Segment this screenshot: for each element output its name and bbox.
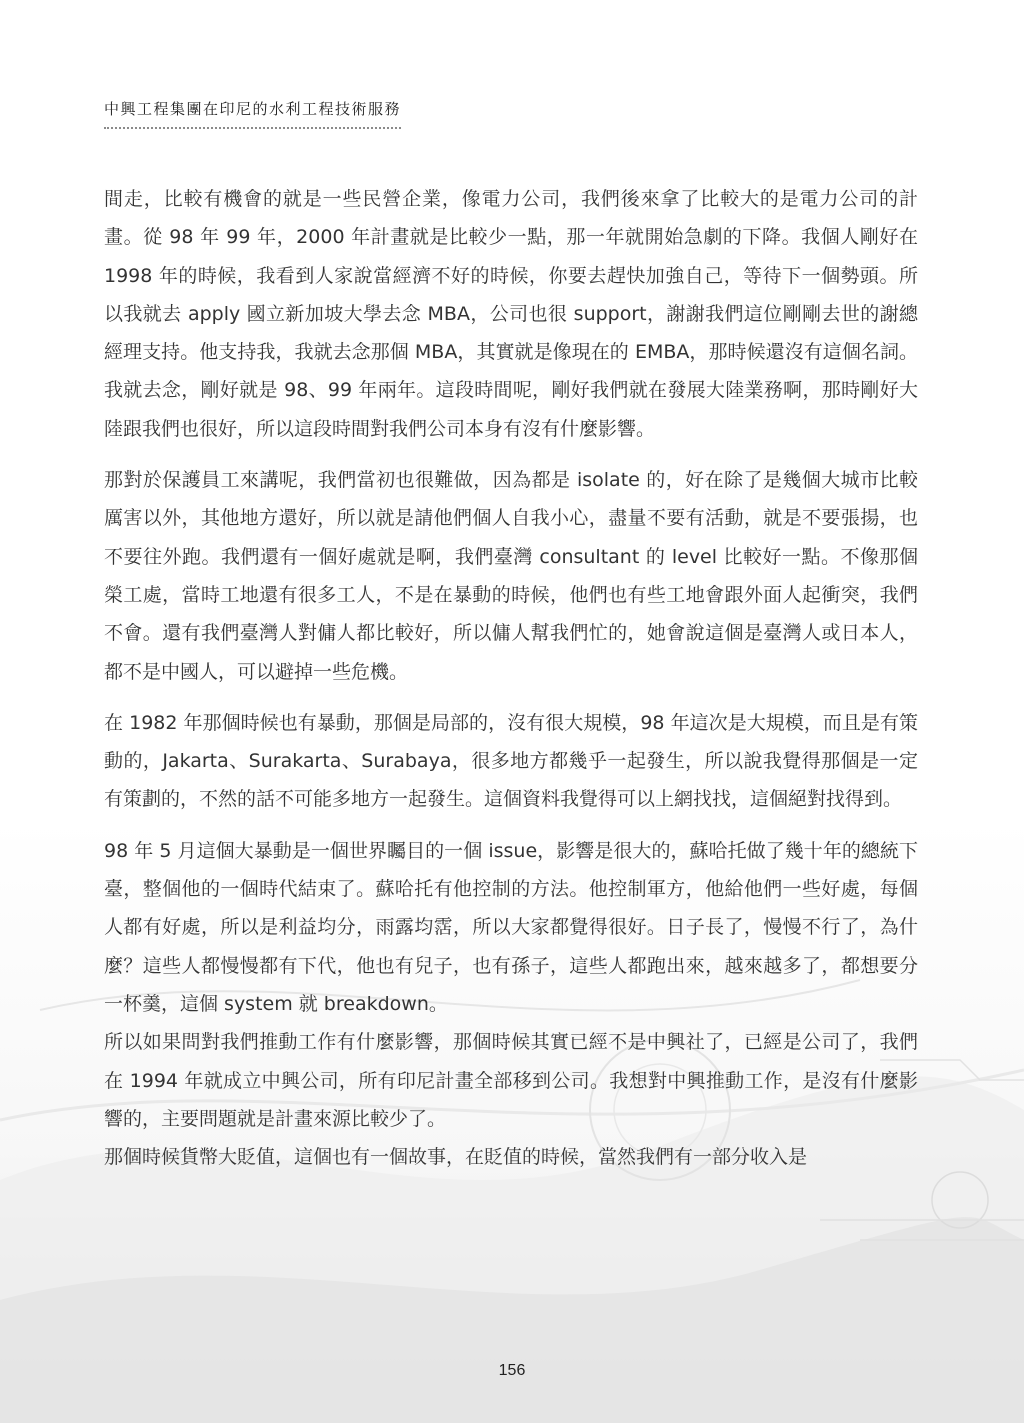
paragraph: 在 1982 年那個時候也有暴動，那個是局部的，沒有很大規模，98 年這次是大規模，而且是有策動的，Jakarta、Surakarta、Surabaya，很多地方都幾乎一起發生，所以說我覺得那個是一定有策劃的，不然的話不可能多地方一起發生。這個資料我覺得可以上網找找，這個絕對找得到。: [104, 711, 918, 811]
paragraph: 所以如果問對我們推動工作有什麼影響，那個時候其實已經不是中興社了，已經是公司了，我們在 1994 年就成立中興公司，所有印尼計畫全部移到公司。我想對中興推動工作，是沒有什麼影響的，主要問題就是計畫來源比較少了。: [104, 1031, 918, 1130]
body-text: [104, 180, 918, 1176]
header-title: 中興工程集團在印尼的水利工程技術服務: [104, 98, 401, 129]
paragraph: 那個時候貨幣大貶值，這個也有一個故事，在貶值的時候，當然我們有一部分收入是: [104, 1146, 808, 1169]
paragraph: 98 年 5 月這個大暴動是一個世界矚目的一個 issue，影響是很大的，蘇哈托做了幾十年的總統下臺，整個他的一個時代結束了。蘇哈托有他控制的方法。他控制軍方，他給他們一些好處，每個人都有好處，所以是利益均分，雨露均霑，所以大家都覺得很好。日子長了，慢慢不行了，為什麼？這些人都慢慢都有下代，他也有兒子，也有孫子，這些人都跑出來，越來越多了，都想要分一杯羹，這個 system 就 breakdown。: [104, 839, 918, 1015]
paragraph: 那對於保護員工來講呢，我們當初也很難做，因為都是 isolate 的，好在除了是幾個大城市比較厲害以外，其他地方還好，所以就是請他們個人自我小心，盡量不要有活動，就是不要張揚，也不要往外跑。我們還有一個好處就是啊，我們臺灣 consultant 的 level 比較好一點。不像那個榮工處，當時工地還有很多工人，不是在暴動的時候，他們也有些工地會跟外面人起衝突，我們不會。還有我們臺灣人對傭人都比較好，所以傭人幫我們忙的，她會說這個是臺灣人或日本人，都不是中國人，可以避掉一些危機。: [104, 469, 918, 683]
paragraph: 間走，比較有機會的就是一些民營企業，像電力公司，我們後來拿了比較大的是電力公司的計畫。從 98 年 99 年，2000 年計畫就是比較少一點，那一年就開始急劇的下降。我個人剛好在 1998 年的時候，我看到人家說當經濟不好的時候，你要去趕快加強自己，等待下一個勢頭。所以我就去 apply 國立新加坡大學去念 MBA，公司也很 support，謝謝我們這位剛剛去世的謝總經理支持。他支持我，我就去念那個 MBA，其實就是像現在的 EMBA，那時候還沒有這個名詞。我就去念，剛好就是 98、99 年兩年。這段時間呢，剛好我們就在發展大陸業務啊，那時剛好大陸跟我們也很好，所以這段時間對我們公司本身有沒有什麼影響。: [104, 188, 918, 440]
page-number: 156: [498, 1362, 526, 1379]
running-header: [104, 98, 401, 129]
